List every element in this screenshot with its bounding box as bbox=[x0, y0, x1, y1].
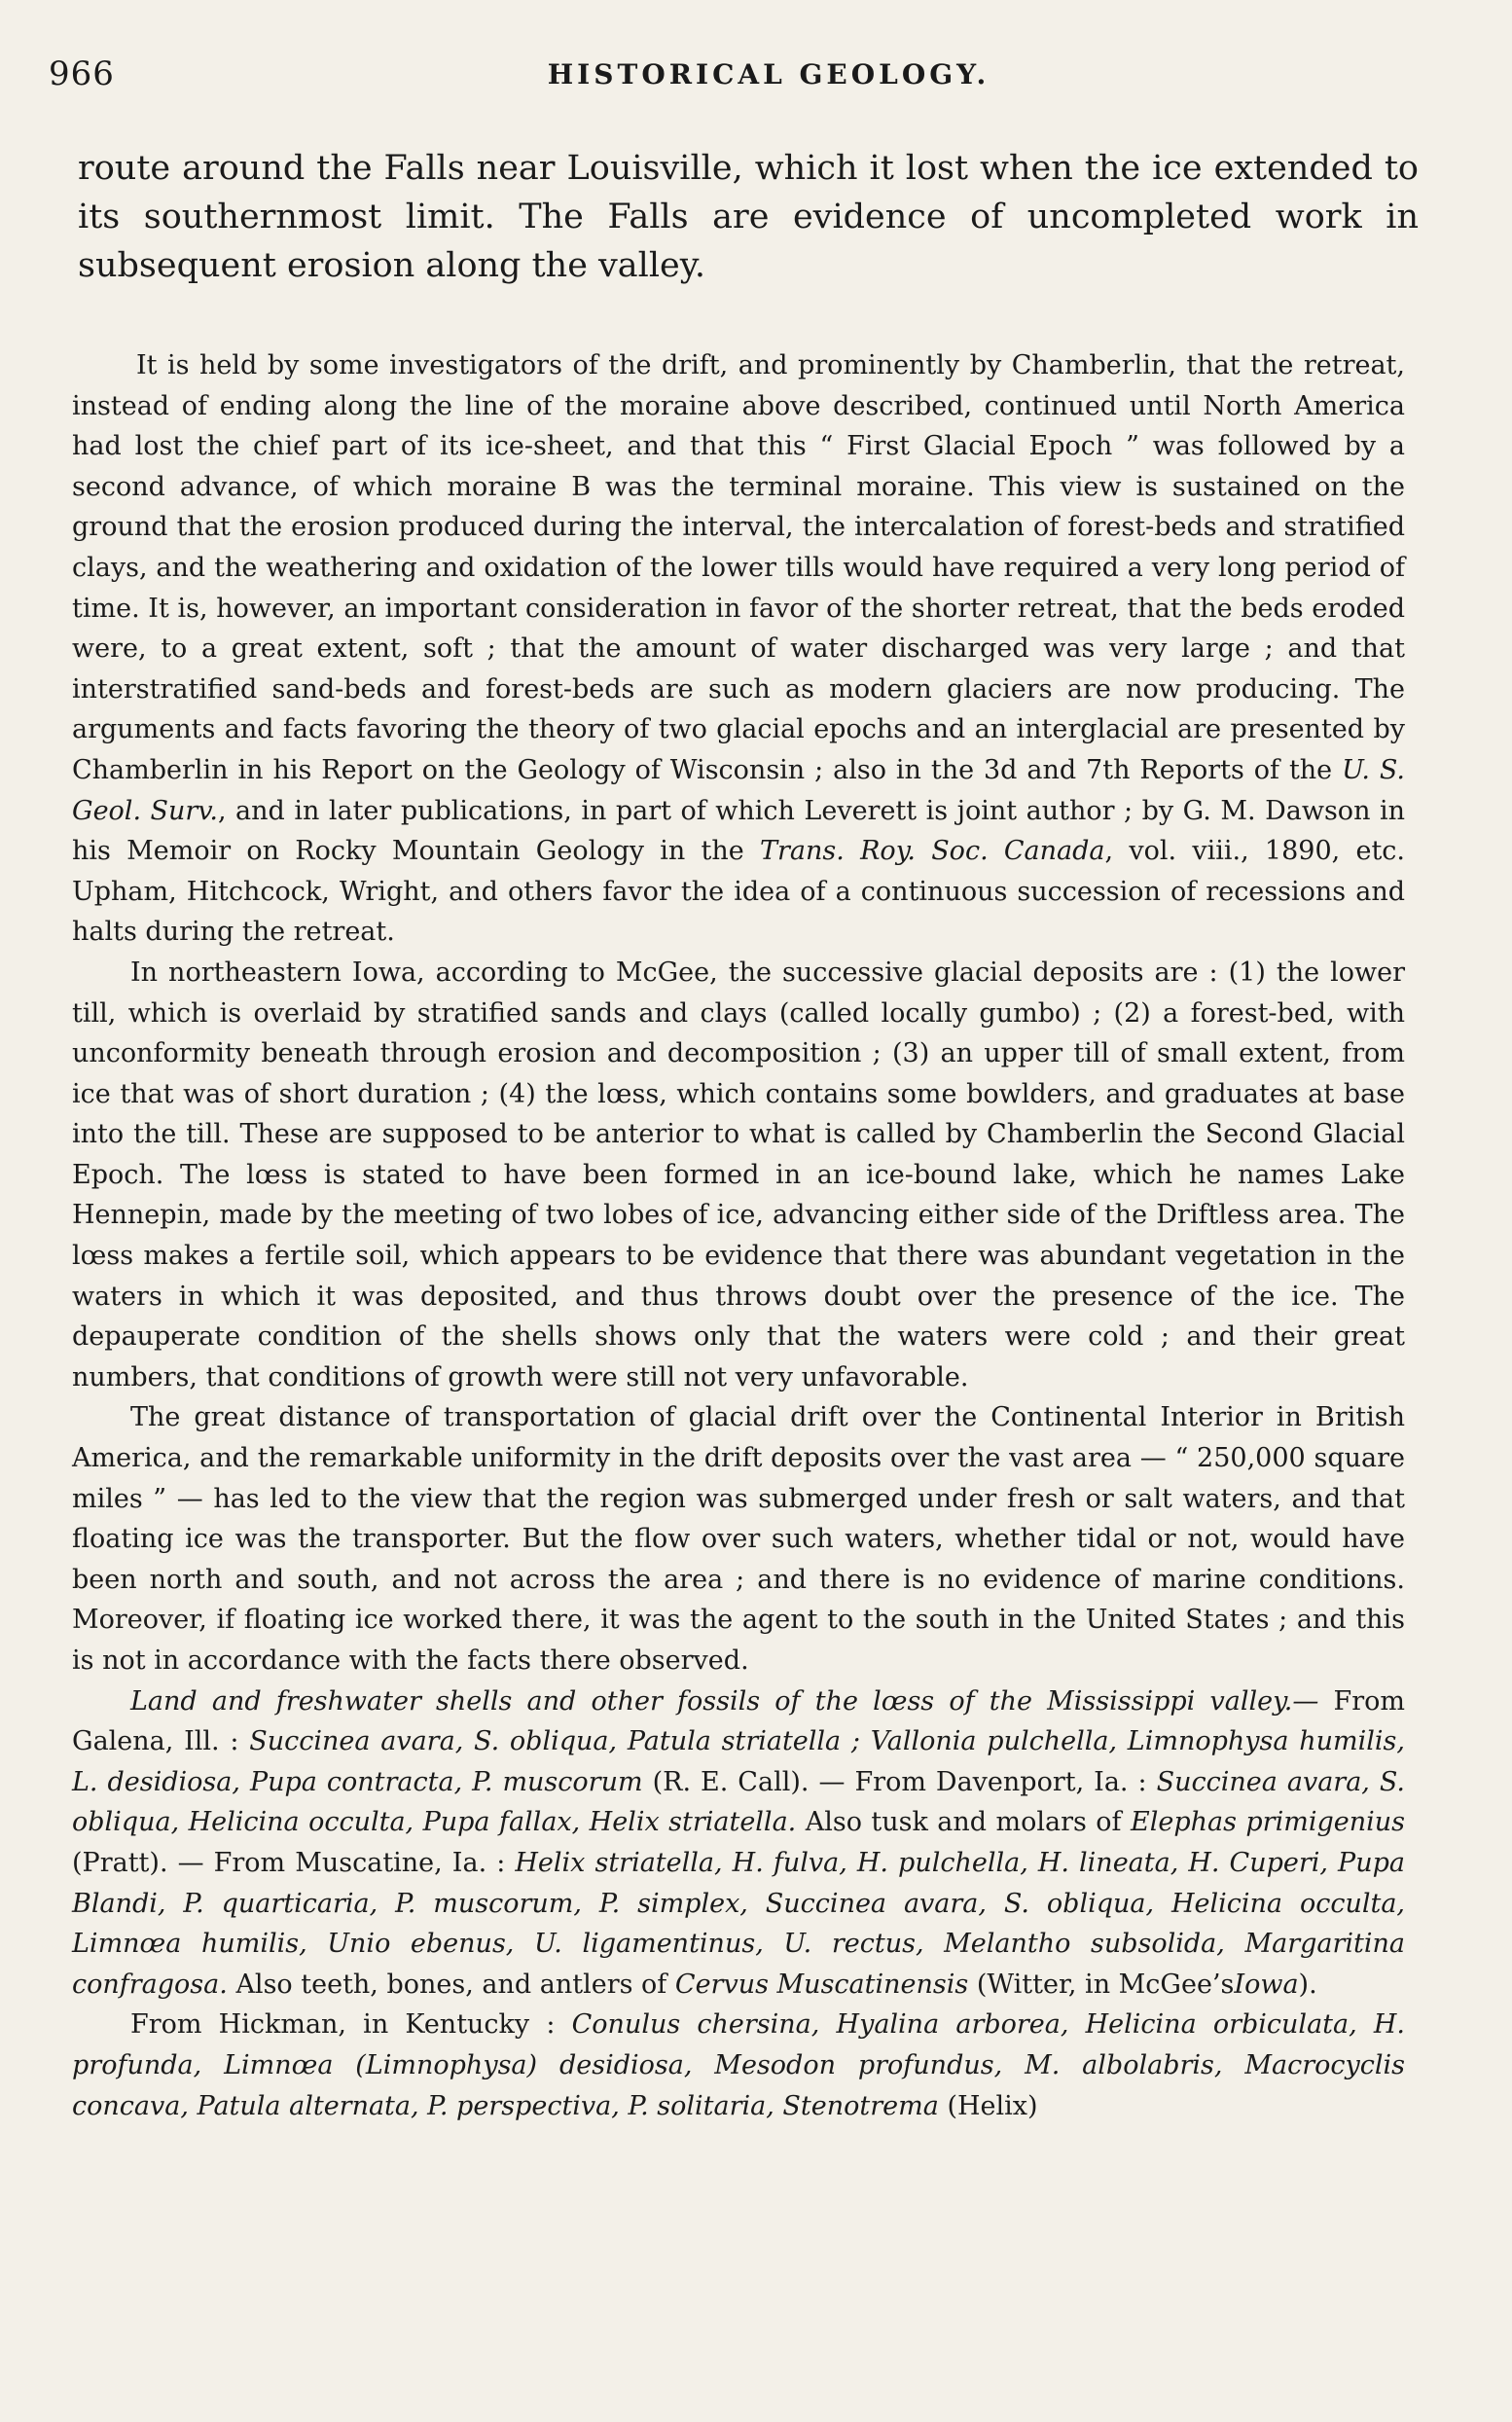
species-name: Elephas primigenius bbox=[1131, 1807, 1405, 1838]
paragraph-iowa: In northeastern Iowa, according to McGee, the successive glacial deposits are : (1) the lower till, which is overlaid by stratified sands and clays (called locally gumbo) ; (2) a forest-bed, with unconformity beneath through erosion and decomposition ; (3) an upper till of small extent, from ice that was of short duration ; (4) the lœss, which contains some bowlders, and graduates at base into the till. These are supposed to be anterior to what is called by Chamberlin the Second Glacial Epoch. The lœss is stated to have been formed in an ice-bound lake, which he names Lake Hennepin, made by the meeting of two lobes of ice, advancing either side of the Driftless area. The lœss makes a fertile soil, which appears to be evidence that there was abundant vegetation in the waters in which it was deposited, and thus throws doubt over the presence of the ice. The depauperate condition of the shells shows only that the waters were cold ; and their great numbers, that conditions of growth were still not very unfavorable. bbox=[72, 957, 1405, 1392]
fossils-heading: Land and freshwater shells and other fossils of the lœss of the Mississippi valley.— bbox=[130, 1685, 1319, 1717]
running-head: HISTORICAL GEOLOGY. bbox=[547, 58, 990, 90]
species-list: Helix striatella, H. fulva, H. pulchella, H. lineata, H. Cuperi, Pupa Blandi, P. quarticaria, P. muscorum, P. simplex, Succinea avara, S. obliqua, Helicina occulta, Limnœa humilis, Unio ebenus, U. ligamentinus, U. rectus, Melantho subsolida, Margaritina confragosa. bbox=[72, 1847, 1405, 2000]
journal-title: Trans. Roy. Soc. Canada bbox=[760, 836, 1105, 867]
paragraph-text: , and in later publications, in part of which Leverett is joint author ; by G. M. Dawson in his Memoir on Rocky Mountain Geology in the bbox=[72, 795, 1405, 867]
species-name: Cervus Muscatinensis bbox=[674, 1969, 969, 2000]
paragraph-text: It is held by some investigators of the drift, and prominently by Chamberlin, that the retreat, instead of ending along the line of the moraine above described, continued until North America had lost the chief part of its ice-sheet, and that this “ First Glacial Epoch ” was followed by a second advance, of which moraine B was the terminal moraine. This view is sustained on the ground that the erosion produced during the interval, the intercalation of forest-beds and stratified clays, and the weathering and oxidation of the lower tills would have required a very long period of time. It is, however, an important consideration in favor of the shorter retreat, that the beds eroded were, to a great extent, soft ; that the amount of water discharged was very large ; and that interstratified sand-beds and forest-beds are such as modern glaciers are now producing. The arguments and facts favoring the theory of two glacial epochs and an interglacial are presented by Chamberlin in his Report on the Geology of Wisconsin ; also in the 3d and 7th Reports of the bbox=[72, 350, 1405, 785]
intro-paragraph: route around the Falls near Louisville, which it lost when the ice extended to its southernmost limit. The Falls are evidence of uncompleted work in subsequent erosion along the valley. bbox=[78, 149, 1419, 285]
paragraph-chamberlin bbox=[72, 345, 1405, 953]
book-title: Iowa bbox=[1234, 1969, 1299, 2000]
small-print-section bbox=[72, 345, 1405, 2126]
credit: (R. E. Call). — From Davenport, Ia. : bbox=[652, 1766, 1147, 1797]
locality: From Galena, Ill. : bbox=[72, 1685, 1405, 1757]
paragraph-british-america: The great distance of transportation of glacial drift over the Continental Interior in British America, and the remarkable uniformity in the drift deposits over the vast area — “ 250,000 square miles ” — has led to the view that the region was submerged under fresh or salt waters, and that floating ice was the transporter. But the flow over such waters, whether tidal or not, would have been north and south, and not across the area ; and there is no evidence of marine conditions. Moreover, if floating ice worked there, it was the agent to the south in the United States ; and this is not in accordance with the facts there observed. bbox=[72, 1402, 1405, 1676]
paragraph-fossils bbox=[72, 1681, 1405, 2006]
species-list: Succinea avara, S. obliqua, Patula striatella ; Vallonia pulchella, Limnophysa humilis, L. desidiosa, Pupa contracta, P. muscorum bbox=[72, 1726, 1405, 1797]
page-number: 966 bbox=[49, 54, 115, 93]
text: Also tusk and molars of bbox=[805, 1807, 1122, 1838]
credit: (Pratt). — From Muscatine, Ia. : bbox=[72, 1847, 506, 1878]
species-list: Conulus chersina, Hyalina arborea, Helicina orbiculata, H. profunda, Limnœa (Limnophysa) desidiosa, Mesodon profundus, M. albolabris, Macrocyclis concava, Patula alternata, P. perspectiva, P. solitaria, Stenotrema bbox=[72, 2009, 1406, 2121]
text: ). bbox=[1298, 1969, 1317, 2000]
page-header bbox=[49, 54, 1489, 103]
journal-title: U. S. Geol. Surv. bbox=[72, 754, 1405, 826]
species-list: Succinea avara, S. obliqua, Helicina occulta, Pupa fallax, Helix striatella. bbox=[72, 1766, 1405, 1838]
credit: (Witter, in McGee’s bbox=[976, 1969, 1235, 2000]
paragraph-hickman bbox=[72, 2005, 1405, 2126]
text: Also teeth, bones, and antlers of bbox=[235, 1969, 667, 2000]
paragraph-text: , vol. viii., 1890, etc. Upham, Hitchcock, Wright, and others favor the idea of a continuous succession of recessions and halts during the retreat. bbox=[72, 836, 1405, 948]
text: (Helix) bbox=[947, 2090, 1038, 2121]
locality: From Hickman, in Kentucky : bbox=[130, 2009, 556, 2041]
